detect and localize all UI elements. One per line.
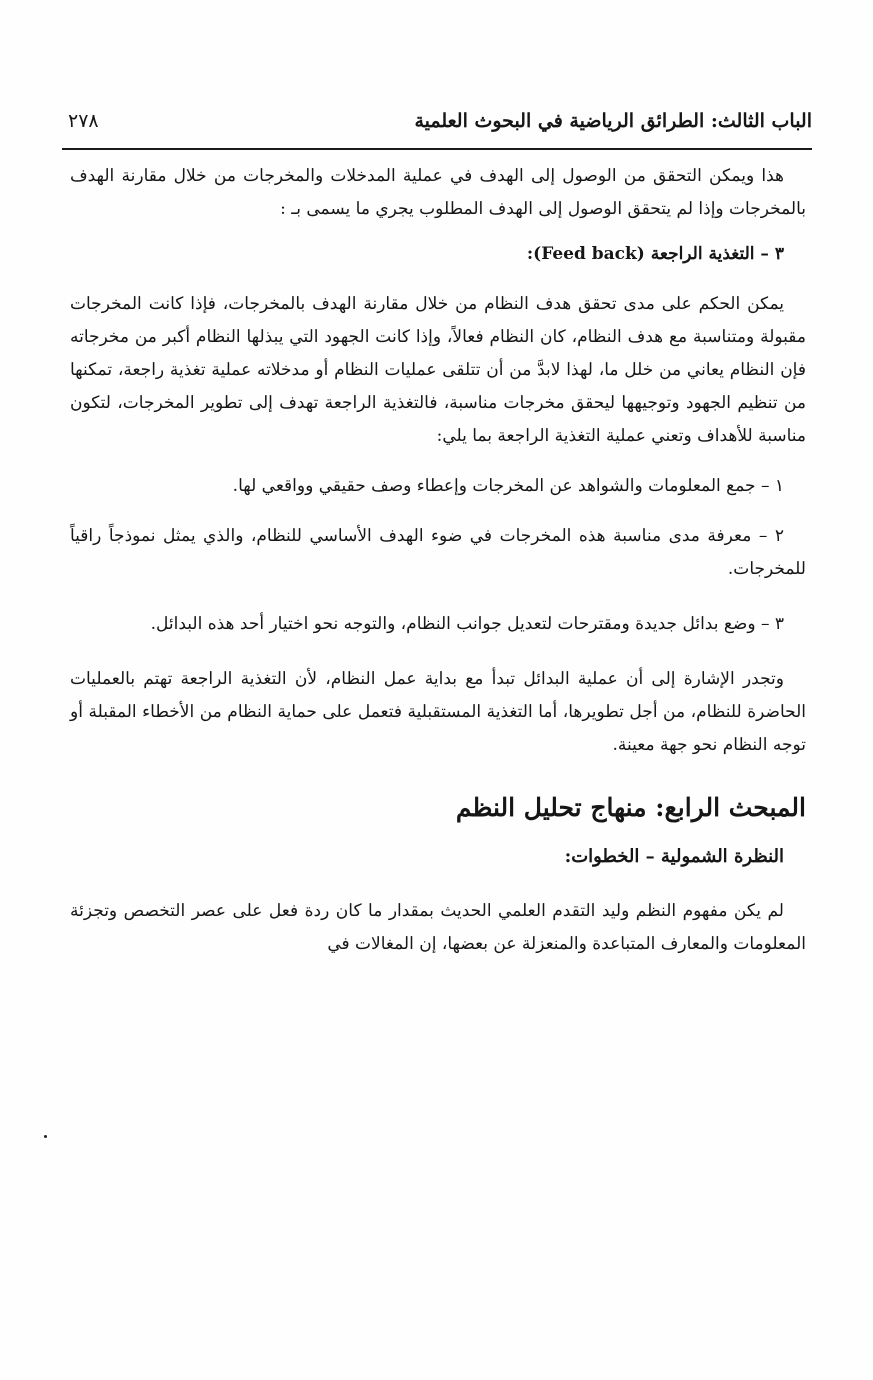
list-item-2: ٢ – معرفة مدى مناسبة هذه المخرجات في ضوء الهدف الأساسي للنظام، والذي يمثل نموذجاً راقياً للمخرجات. bbox=[70, 526, 806, 579]
feedback-paragraph: يمكن الحكم على مدى تحقق هدف النظام من خلال مقارنة الهدف بالمخرجات، فإذا كانت المخرجات مقبولة ومتناسبة مع هدف النظام، كان النظام فعالاً، وإذا كانت الجهود التي يبذلها النظام أكبر من مخرجاته فإن النظام يعاني من خلل ما، لهذا لابدَّ من أن تتلقى عمليات النظام أو مدخلاته عملية تغذية راجعة، تمكنها من تنظيم الجهود وتوجيهها ليحقق مخرجات مناسبة، فالتغذية الراجعة تهدف إلى تطوير المخرجات، لتكون مناسبة للأهداف وتعني عملية التغذية الراجعة بما يلي: bbox=[70, 294, 806, 446]
page-body bbox=[70, 160, 806, 961]
running-title: الباب الثالث: الطرائق الرياضية في البحوث العلمية bbox=[414, 110, 812, 132]
chapter-heading: المبحث الرابع: منهاج تحليل النظم bbox=[455, 793, 806, 822]
list-item-1: ١ – جمع المعلومات والشواهد عن المخرجات وإعطاء وصف حقيقي وواقعي لها. bbox=[232, 476, 784, 496]
page-header bbox=[62, 104, 812, 150]
final-paragraph: لم يكن مفهوم النظم وليد التقدم العلمي الحديث بمقدار ما كان ردة فعل على عصر التخصص وتجزئة المعلومات والمعارف المتباعدة والمنعزلة عن بعضها، إن المغالات في bbox=[70, 901, 806, 954]
intro-paragraph: هذا ويمكن التحقق من الوصول إلى الهدف في عملية المدخلات والمخرجات من خلال مقارنة الهدف بالمخرجات وإذا لم يتحقق الوصول إلى الهدف المطلوب يجري ما يسمى بـ : bbox=[70, 166, 806, 219]
section-heading: النظرة الشمولية – الخطوات: bbox=[564, 846, 784, 867]
page-number: ٢٧٨ bbox=[68, 110, 99, 132]
note-paragraph: وتجدر الإشارة إلى أن عملية البدائل تبدأ مع بداية عمل النظام، لأن التغذية الراجعة تهتم بالعمليات الحاضرة للنظام، من أجل تطويرها، أما التغذية المستقبلية فتعمل على حماية النظام من الأخطاء المقبلة أو توجه النظام نحو جهة معينة. bbox=[70, 669, 806, 755]
margin-dot bbox=[44, 1135, 47, 1138]
feedback-heading: ٣ – التغذية الراجعة (Feed back): bbox=[526, 244, 784, 264]
list-item-3: ٣ – وضع بدائل جديدة ومقترحات لتعديل جوانب النظام، والتوجه نحو اختيار أحد هذه البدائل. bbox=[150, 614, 784, 634]
